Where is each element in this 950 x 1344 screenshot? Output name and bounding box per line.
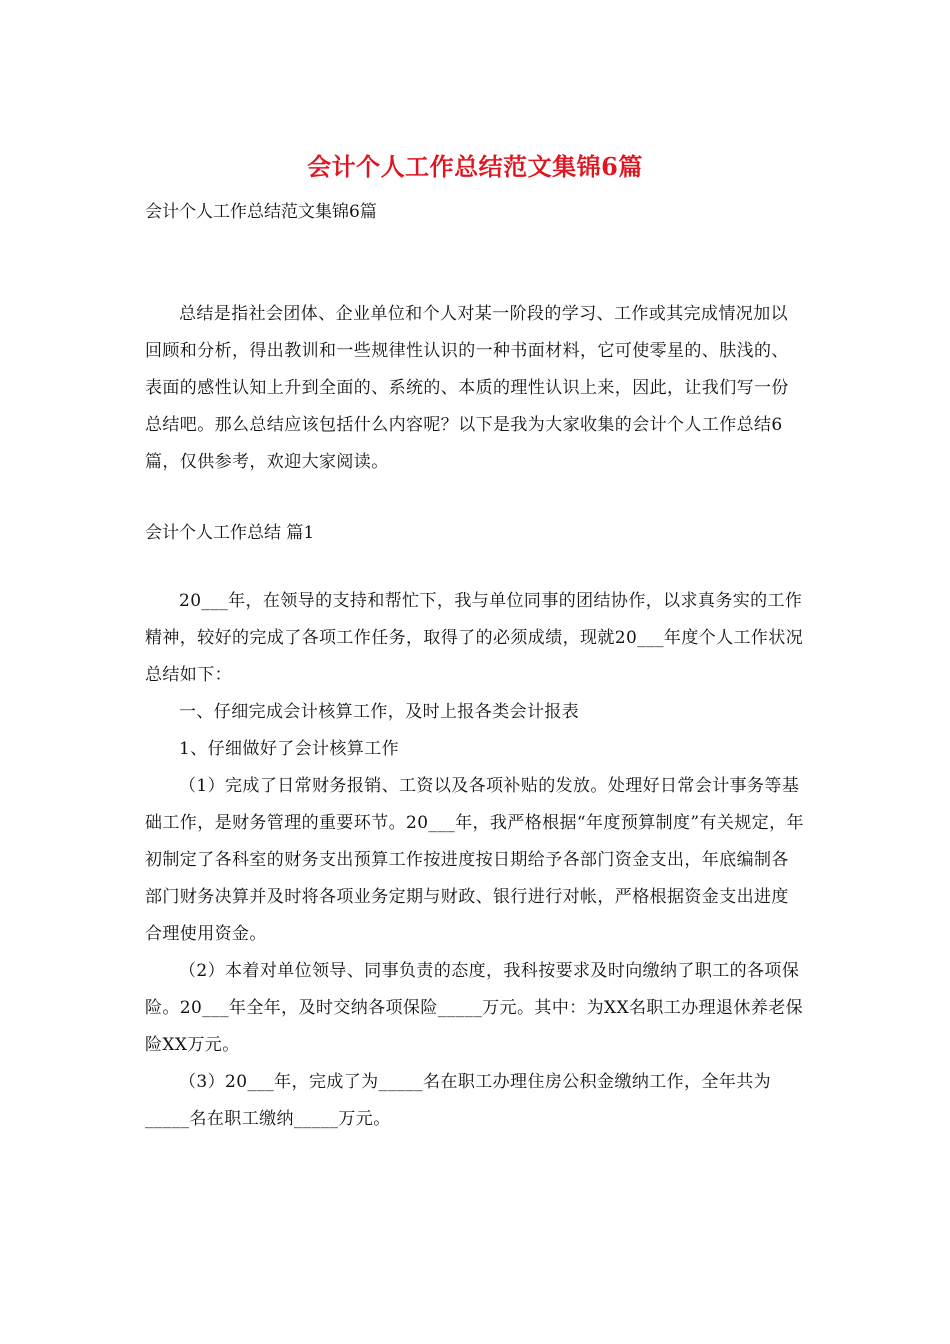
intro-paragraph: 总结是指社会团体、企业单位和个人对某一阶段的学习、工作或其完成情况加以回顾和分析，得出教训和一些规律性认识的一种书面材料，它可使零星的、肤浅的、表面的感性认知上升到全面的、系统的、本质的理性认识上来，因此，让我们写一份总结吧。那么总结应该包括什么内容呢？以下是我为大家收集的会计个人工作总结6篇，仅供参考，欢迎大家阅读。	[145, 304, 789, 472]
document-title: 会计个人工作总结范文集锦6篇	[307, 152, 643, 181]
intro-paragraph-block	[145, 296, 805, 481]
section-body	[145, 583, 805, 1138]
section-heading: 会计个人工作总结 篇1	[145, 523, 315, 543]
body-heading-2: 1、仔细做好了会计核算工作	[179, 739, 400, 759]
body-heading-1: 一、仔细完成会计核算工作，及时上报各类会计报表	[179, 702, 580, 722]
body-paragraph: （3）20___年，完成了为_____名在职工办理住房公积金缴纳工作，全年共为_____名在职工缴纳_____万元。	[145, 1072, 772, 1129]
document-subtitle: 会计个人工作总结范文集锦6篇	[145, 202, 377, 222]
body-paragraph: （1）完成了日常财务报销、工资以及各项补贴的发放。处理好日常会计事务等基础工作，是财务管理的重要环节。20___年，我严格根据“年度预算制度”有关规定，年初制定了各科室的财务支出预算工作按进度按日期给予各部门资金支出，年底编制各部门财务决算并及时将各项业务定期与财政、银行进行对帐，严格根据资金支出进度合理使用资金。	[145, 776, 804, 944]
body-paragraph: （2）本着对单位领导、同事负责的态度，我科按要求及时向缴纳了职工的各项保险。20___年全年，及时交纳各项保险_____万元。其中：为XX名职工办理退休养老保险XX万元。	[145, 961, 804, 1055]
body-paragraph: 20___年，在领导的支持和帮忙下，我与单位同事的团结协作，以求真务实的工作精神，较好的完成了各项工作任务，取得了的必须成绩，现就20___年度个人工作状况总结如下：	[145, 591, 804, 685]
